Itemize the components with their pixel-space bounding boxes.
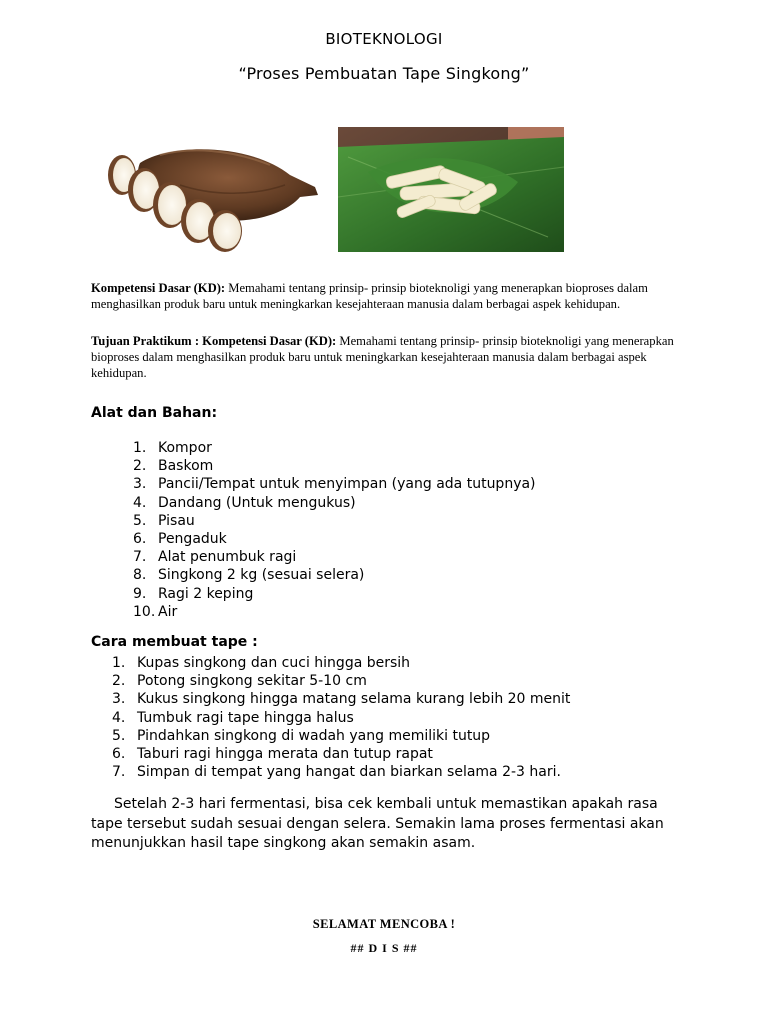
list-item bbox=[133, 548, 536, 566]
item-number: 9. bbox=[133, 585, 147, 602]
alat-bahan-heading: Alat dan Bahan: bbox=[91, 405, 218, 421]
item-text: Air bbox=[158, 603, 178, 620]
list-item bbox=[133, 475, 536, 493]
tape-singkong-image bbox=[338, 127, 564, 252]
tujuan-praktikum-text: Memahami tentang prinsip- prinsip bioteknoligi yang menerapkan bioproses dalam menghasilkan produk baru untuk meningkarkan kesejahteraan manusia dalam berbagai aspek kehidupan. bbox=[91, 334, 674, 380]
list-item bbox=[112, 690, 570, 708]
item-text: Pengaduk bbox=[158, 530, 227, 547]
item-text: Pancii/Tempat untuk menyimpan (yang ada tutupnya) bbox=[158, 476, 536, 493]
item-number: 7. bbox=[133, 549, 147, 566]
list-item bbox=[133, 530, 536, 548]
step-text: Taburi ragi hingga merata dan tutup rapat bbox=[137, 745, 433, 762]
closing-greeting: SELAMAT MENCOBA ! bbox=[312, 917, 456, 931]
step-text: Simpan di tempat yang hangat dan biarkan selama 2-3 hari. bbox=[137, 764, 561, 781]
item-number: 4. bbox=[133, 494, 147, 511]
step-text: Tumbuk ragi tape hingga halus bbox=[137, 709, 354, 726]
step-number: 2. bbox=[112, 673, 126, 690]
fermentation-paragraph: Setelah 2-3 hari fermentasi, bisa cek kembali untuk memastikan apakah rasa tape tersebut sudah sesuai dengan selera. Semakin lama proses fermentasi akan menunjukkan hasil tape singkong akan semakin asam. bbox=[91, 796, 664, 851]
list-item bbox=[133, 512, 536, 530]
item-text: Pisau bbox=[158, 512, 195, 529]
item-text: Alat penumbuk ragi bbox=[158, 549, 297, 566]
item-number: 6. bbox=[133, 530, 147, 547]
list-item bbox=[112, 727, 570, 745]
step-text: Kupas singkong dan cuci hingga bersih bbox=[137, 655, 411, 671]
tujuan-praktikum-paragraph bbox=[91, 333, 691, 381]
list-item bbox=[112, 745, 570, 763]
tujuan-praktikum-label: Tujuan Praktikum : Kompetensi Dasar (KD): bbox=[91, 334, 337, 348]
list-item bbox=[133, 585, 536, 603]
cara-membuat-heading: Cara membuat tape : bbox=[91, 634, 258, 650]
step-number: 1. bbox=[112, 655, 126, 671]
item-number: 2. bbox=[133, 458, 147, 475]
kompetensi-dasar-label: Kompetensi Dasar (KD): bbox=[91, 281, 226, 295]
step-number: 5. bbox=[112, 727, 126, 744]
item-text: Singkong 2 kg (sesuai selera) bbox=[158, 567, 365, 584]
cassava-image bbox=[100, 135, 330, 255]
subject-title: BIOTEKNOLOGI bbox=[325, 30, 443, 48]
step-text: Pindahkan singkong di wadah yang memiliki tutup bbox=[137, 727, 491, 744]
item-text: Baskom bbox=[158, 458, 214, 475]
item-number: 10. bbox=[133, 603, 156, 620]
alat-bahan-list bbox=[133, 439, 536, 621]
item-number: 1. bbox=[133, 440, 147, 456]
kompetensi-dasar-paragraph bbox=[91, 280, 691, 312]
step-text: Kukus singkong hingga matang selama kurang lebih 20 menit bbox=[137, 691, 571, 708]
item-text: Dandang (Untuk mengukus) bbox=[158, 494, 356, 511]
document-title: “Proses Pembuatan Tape Singkong” bbox=[238, 64, 530, 83]
list-item bbox=[133, 457, 536, 475]
step-text: Potong singkong sekitar 5-10 cm bbox=[137, 673, 367, 690]
list-item bbox=[112, 654, 570, 672]
kompetensi-dasar-text: Memahami tentang prinsip- prinsip bioteknoligi yang menerapkan bioproses dalam menghasilkan produk baru untuk meningkarkan kesejahteraan manusia dalam berbagai aspek kehidupan. bbox=[91, 281, 648, 311]
list-item bbox=[133, 494, 536, 512]
closing-signature: ## D I S ## bbox=[350, 941, 418, 955]
step-number: 7. bbox=[112, 764, 126, 781]
step-number: 6. bbox=[112, 745, 126, 762]
item-text: Ragi 2 keping bbox=[158, 585, 254, 602]
list-item bbox=[133, 439, 536, 457]
list-item bbox=[112, 709, 570, 727]
item-number: 8. bbox=[133, 567, 147, 584]
list-item bbox=[112, 672, 570, 690]
cara-membuat-list bbox=[112, 654, 570, 781]
step-number: 4. bbox=[112, 709, 126, 726]
list-item bbox=[112, 763, 570, 781]
item-number: 5. bbox=[133, 512, 147, 529]
list-item bbox=[133, 566, 536, 584]
step-number: 3. bbox=[112, 691, 126, 708]
item-number: 3. bbox=[133, 476, 147, 493]
item-text: Kompor bbox=[158, 440, 212, 456]
list-item bbox=[133, 603, 536, 621]
